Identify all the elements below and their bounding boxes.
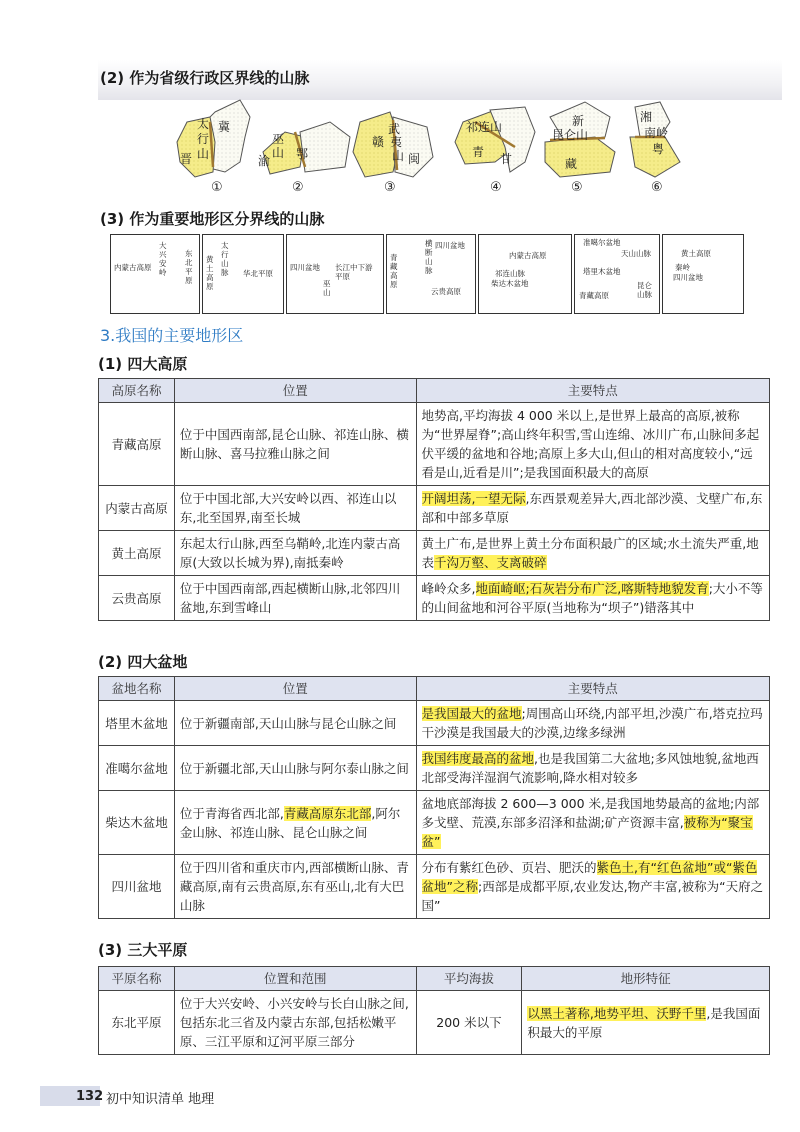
basins-heading: (2) 四大盆地	[98, 653, 188, 671]
divide-label: 大兴安岭	[159, 241, 167, 277]
table-row	[99, 701, 770, 746]
col-header: 高原名称	[99, 379, 175, 403]
map6-number: ⑥	[651, 180, 663, 195]
plains-table	[98, 966, 770, 1055]
row-features	[416, 746, 769, 791]
row-location: 位于中国西南部,昆仑山脉、祁连山脉、横断山脉、喜马拉雅山脉之间	[174, 403, 416, 486]
divide-label: 内蒙古高原	[509, 251, 547, 260]
divide-label: 横断山脉	[425, 239, 433, 275]
divide-label: 太行山脉	[221, 241, 229, 277]
map6-label: 南岭	[644, 126, 669, 140]
location-text: 位于青海省西北部,	[179, 805, 284, 821]
row-features	[416, 855, 769, 919]
col-header: 盆地名称	[99, 677, 175, 701]
map3-label: 夷	[390, 135, 403, 149]
table-row	[99, 991, 770, 1055]
table-row	[99, 746, 770, 791]
map6-label: 湘	[640, 110, 653, 124]
map6-label: 粤	[652, 142, 665, 156]
row-features	[416, 531, 769, 576]
plateaus-table	[98, 378, 770, 621]
map2-label: 巫	[272, 132, 285, 146]
map3-label: 武	[388, 122, 401, 136]
features-text: 峰岭众多,	[421, 581, 476, 596]
table-row	[99, 403, 770, 486]
row-name: 柴达木盆地	[99, 791, 175, 855]
col-header: 平原名称	[99, 967, 175, 991]
map2-label: 山	[272, 146, 285, 160]
row-location: 位于新疆南部,天山山脉与昆仑山脉之间	[174, 701, 416, 746]
features-text: ,也是我国第二大盆地;多风蚀地貌,盆地西北部受海洋湿润气流影响,降水相对较多	[421, 751, 759, 785]
row-name: 青藏高原	[99, 403, 175, 486]
divide-label: 青藏高原	[579, 291, 609, 300]
footer-text: 初中知识清单 地理	[106, 1092, 215, 1107]
row-name: 东北平原	[99, 991, 175, 1055]
divide-label: 华北平原	[243, 269, 273, 278]
divide-diagram-5	[478, 234, 572, 314]
map5-number: ⑤	[571, 180, 583, 195]
map5-label: 藏	[565, 157, 578, 171]
basins-table	[98, 676, 770, 919]
section-main-title: 3.我国的主要地形区	[100, 326, 244, 345]
row-name: 准噶尔盆地	[99, 746, 175, 791]
col-header: 主要特点	[416, 677, 769, 701]
map1-label: 冀	[218, 120, 231, 134]
map2-number: ②	[292, 180, 304, 195]
highlight: 千沟万壑、支离破碎	[434, 555, 547, 570]
divide-diagram-1	[110, 234, 200, 314]
row-features	[522, 991, 770, 1055]
col-header: 位置	[174, 677, 416, 701]
map3-label: 闽	[408, 152, 421, 166]
map1-label: 晋	[180, 152, 193, 166]
map2-label: 渝	[258, 154, 271, 168]
divide-label: 四川盆地	[435, 241, 465, 250]
row-location: 位于中国北部,大兴安岭以西、祁连山以东,北至国界,南至长城	[174, 486, 416, 531]
map1-label: 山	[197, 147, 210, 161]
features-text: ;大小不等的山间盆地和河谷平原(当地称为“坝子”)错落其中	[421, 581, 763, 615]
row-location: 位于新疆北部,天山山脉与阿尔泰山脉之间	[174, 746, 416, 791]
plains-heading: (3) 三大平原	[98, 941, 188, 959]
map5-label: 昆仑山	[552, 128, 589, 142]
map3-number: ③	[384, 180, 396, 195]
map2-label: 鄂	[296, 147, 309, 161]
features-text: ,是我国面积最大的平原	[527, 1005, 761, 1040]
divide-diagram-7	[662, 234, 744, 314]
col-header: 主要特点	[416, 379, 769, 403]
map4-label: 祁连山	[466, 120, 503, 134]
map1-label: 行	[197, 132, 210, 146]
highlight: 青藏高原东北部	[283, 805, 372, 821]
divide-label: 黄土高原	[681, 249, 711, 258]
divide-diagram-6	[574, 234, 660, 314]
divide-label: 秦岭	[675, 263, 690, 272]
highlight: 紫色土,有“红色盆地”或“紫色盆地”之称	[421, 860, 758, 894]
divide-label: 天山山脉	[621, 249, 651, 258]
highlight: 开阔坦荡,一望无际	[421, 491, 526, 506]
divide-label: 青藏高原	[390, 253, 398, 289]
features-text: 分布有紫红色砂、页岩、肥沃的	[421, 860, 597, 875]
divide-label: 昆仑山脉	[637, 281, 652, 299]
map4-label: 青	[472, 145, 485, 159]
row-location: 位于大兴安岭、小兴安岭与长白山脉之间,包括东北三省及内蒙古东部,包括松嫩平原、三江平原和辽河平原三部分	[174, 991, 416, 1055]
table-row	[99, 486, 770, 531]
row-location: 东起太行山脉,西至乌鞘岭,北连内蒙古高原(大致以长城为界),南抵秦岭	[174, 531, 416, 576]
features-text: 盆地底部海拔 2 600—3 000 米,是我国地势最高的盆地;内部多戈壁、荒漠,东部多沼泽和盐湖;矿产资源丰富,	[421, 796, 760, 830]
map1-label: 太	[197, 117, 210, 131]
divide-diagram-3	[286, 234, 384, 314]
table-row	[99, 576, 770, 621]
row-features: 地势高,平均海拔 4 000 米以上,是世界上最高的高原,被称为“世界屋脊”;高山终年积雪,雪山连绵、冰川广布,山脉间多起伏平缓的盆地和谷地;高原上多大山,但山的相对高度较小,“远看是山,近看是川”;是我国面积最大的高原	[416, 403, 769, 486]
page-number: 132	[76, 1089, 104, 1104]
map4-label: 甘	[500, 152, 513, 166]
province-maps	[165, 92, 685, 202]
row-features	[416, 791, 769, 855]
col-header: 平均海拔	[416, 967, 522, 991]
section-heading-2: (2) 作为省级行政区界线的山脉	[100, 69, 310, 87]
divide-label: 柴达木盆地	[491, 279, 529, 288]
row-features	[416, 701, 769, 746]
divide-label: 内蒙古高原	[114, 263, 152, 272]
highlight: 我国纬度最高的盆地	[421, 751, 535, 766]
row-name: 黄土高原	[99, 531, 175, 576]
map1-number: ①	[211, 180, 223, 195]
row-name: 塔里木盆地	[99, 701, 175, 746]
highlight: 以黑土著称,地势平坦、沃野千里	[527, 1005, 707, 1021]
divide-diagram-2	[202, 234, 284, 314]
highlight: 地面崎岖;石灰岩分布广泛,喀斯特地貌发育	[475, 581, 709, 596]
divide-label: 巫山	[323, 279, 331, 297]
highlight: 是我国最大的盆地	[421, 706, 522, 721]
col-header: 位置和范围	[174, 967, 416, 991]
plateaus-heading: (1) 四大高原	[98, 355, 188, 373]
location-text: ,阿尔金山脉、祁连山脉、昆仑山脉之间	[179, 805, 401, 840]
table-row	[99, 531, 770, 576]
divide-label: 黄土高原	[206, 255, 214, 291]
divide-diagram-4	[386, 234, 476, 314]
features-text: ;周围高山环绕,内部平坦,沙漠广布,塔克拉玛干沙漠是我国最大的沙漠,边缘多绿洲	[421, 706, 763, 740]
map5-label: 新	[572, 114, 585, 128]
divide-label: 塔里木盆地	[583, 267, 621, 276]
row-location: 位于四川省和重庆市内,西部横断山脉、青藏高原,南有云贵高原,东有巫山,北有大巴山脉	[174, 855, 416, 919]
divide-label: 祁连山脉	[495, 269, 525, 278]
row-location	[174, 791, 416, 855]
row-name: 四川盆地	[99, 855, 175, 919]
divide-label: 四川盆地	[290, 263, 320, 272]
row-features	[416, 486, 769, 531]
map3-label: 山	[392, 149, 405, 163]
divide-label: 长江中下游平原	[335, 263, 373, 281]
table-row	[99, 855, 770, 919]
col-header: 地形特征	[522, 967, 770, 991]
features-text: ,东西景观差异大,西北部沙漠、戈壁广布,东部和中部多草原	[421, 491, 763, 525]
divide-label: 准噶尔盆地	[583, 238, 621, 247]
col-header: 位置	[174, 379, 416, 403]
features-text: ;西部是成都平原,农业发达,物产丰富,被称为“天府之国”	[421, 879, 764, 913]
features-text: 黄土广布,是世界上黄土分布面积最广的区域;水土流失严重,地表	[421, 536, 759, 570]
divide-label: 四川盆地	[673, 273, 703, 282]
map3-label: 赣	[372, 135, 385, 149]
highlight: 被称为“聚宝盆”	[421, 815, 753, 849]
row-name: 云贵高原	[99, 576, 175, 621]
row-name: 内蒙古高原	[99, 486, 175, 531]
map4-number: ④	[490, 180, 502, 195]
row-features	[416, 576, 769, 621]
map-4	[455, 107, 535, 172]
row-location: 位于中国西南部,西起横断山脉,北邻四川盆地,东到雪峰山	[174, 576, 416, 621]
table-row	[99, 791, 770, 855]
divide-label: 云贵高原	[431, 287, 461, 296]
row-altitude: 200 米以下	[416, 991, 522, 1055]
divide-label: 东北平原	[185, 249, 193, 285]
section-heading-3: (3) 作为重要地形区分界线的山脉	[100, 210, 325, 228]
